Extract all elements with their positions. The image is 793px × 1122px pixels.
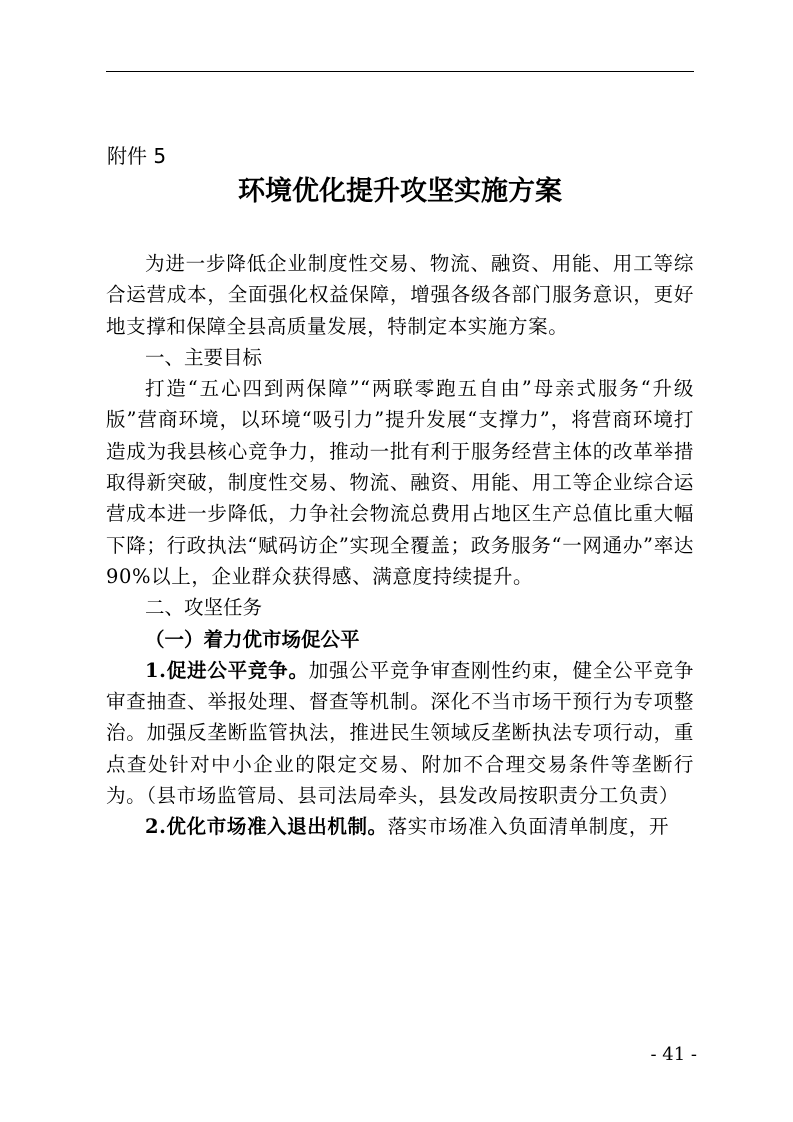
header-rule bbox=[106, 71, 694, 72]
goals-paragraph: 打造“五心四到两保障”“两联零跑五自由”母亲式服务“升级版”营商环境，以环境“吸引力”提升发展“支撑力”，将营商环境打造成为我县核心竞争力，推动一批有利于服务经营主体的改革举措取得新突破，制度性交易、物流、融资、用能、用工等企业综合运营成本进一步降低，力争社会物流总费用占地区生产总值比重大幅下降；行政执法“赋码访企”实现全覆盖；政务服务“一网通办”率达 90%以上，企业群众获得感、满意度持续提升。 bbox=[106, 377, 694, 588]
task-item-text: 加强公平竞争审查刚性约束，健全公平竞争审查抽查、举报处理、督查等机制。深化不当市场干预行为专项整治。加强反垄断监管执法，推进民生领域反垄断执法专项行动，重点查处针对中小企业的限定交易、附加不合理交易条件等垄断行为。（县市场监管局、县司法局牵头，县发改局按职责分工负责） bbox=[106, 658, 694, 808]
attachment-label: 附件 5 bbox=[107, 144, 167, 168]
task-item-market-access bbox=[106, 811, 694, 842]
task-item-fair-competition bbox=[106, 655, 694, 811]
section-heading-tasks: 二、攻坚任务 bbox=[145, 596, 263, 620]
task-item-lead: 2.优化市场准入退出机制。 bbox=[145, 815, 388, 839]
task-item-text: 落实市场准入负面清单制度，开 bbox=[387, 815, 670, 839]
document-title: 环境优化提升攻坚实施方案 bbox=[238, 176, 562, 207]
page-number: - 41 - bbox=[650, 1044, 697, 1065]
task-item-lead: 1.促进公平竞争。 bbox=[145, 658, 309, 682]
section-heading-goals: 一、主要目标 bbox=[145, 345, 263, 369]
subsection-heading-market: （一）着力优市场促公平 bbox=[145, 627, 360, 651]
document-body bbox=[106, 248, 694, 843]
intro-paragraph: 为进一步降低企业制度性交易、物流、融资、用能、用工等综合运营成本，全面强化权益保障，增强各级各部门服务意识，更好地支撑和保障全县高质量发展，特制定本实施方案。 bbox=[106, 252, 694, 338]
